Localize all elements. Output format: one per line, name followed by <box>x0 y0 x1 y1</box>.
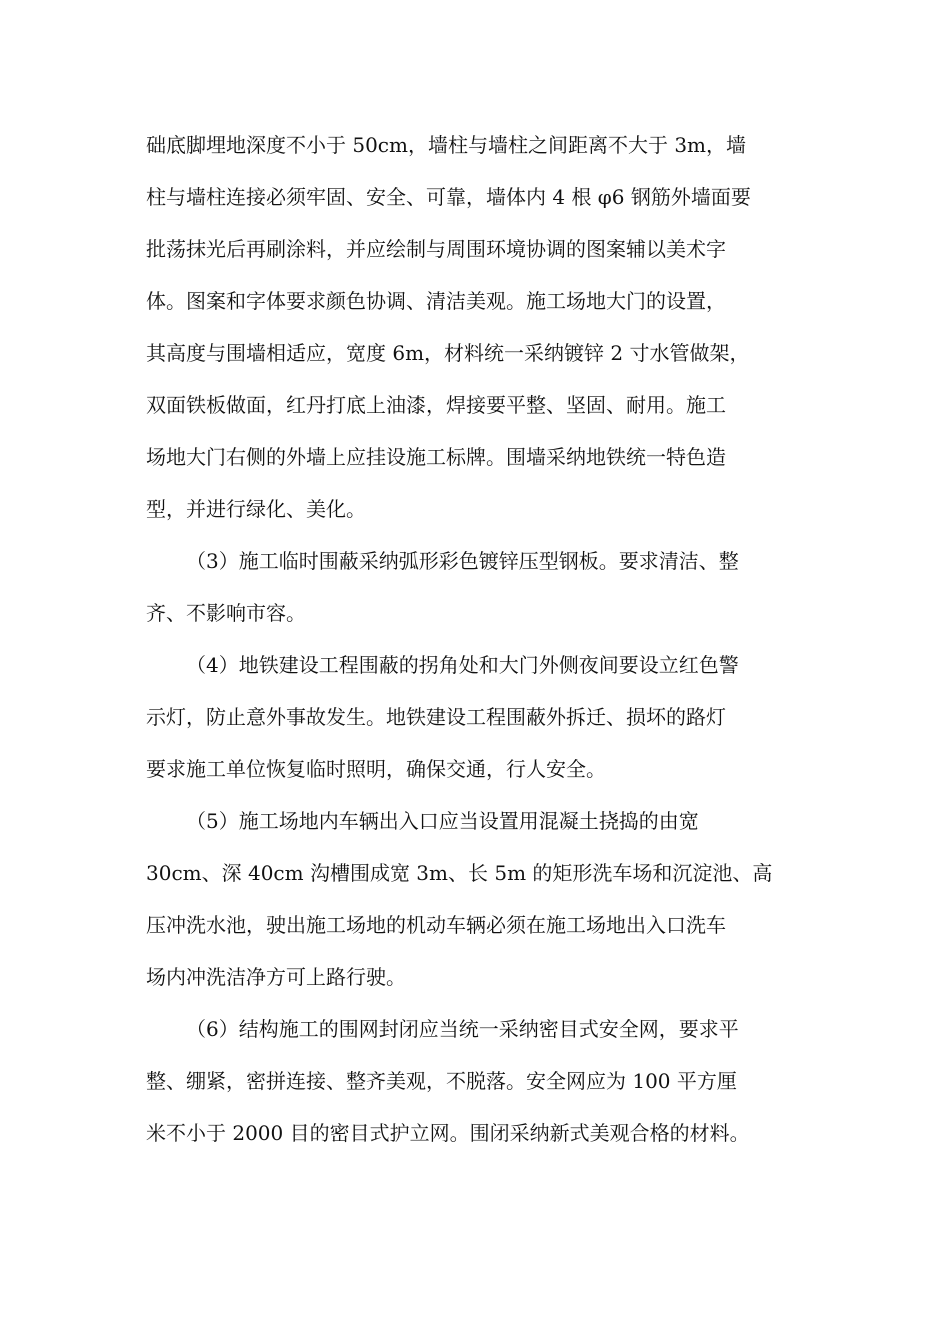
text-line: 30cm、深 40cm 沟槽围成宽 3m、长 5m 的矩形洗车场和沉淀池、高 <box>146 861 773 885</box>
text-line: 整、绷紧，密拼连接、整齐美观，不脱落。安全网应为 100 平方厘 <box>146 1069 737 1093</box>
text-line: （5）施工场地内车辆出入口应当设置用混凝土挠捣的由宽 <box>186 809 699 833</box>
text-line: 压冲洗水池，驶出施工场地的机动车辆必须在施工场地出入口洗车 <box>146 913 726 937</box>
text-line: 础底脚埋地深度不小于 50cm，墙柱与墙柱之间距离不大于 3m，墙 <box>146 133 747 157</box>
text-line: 米不小于 2000 目的密目式护立网。围闭采纳新式美观合格的材料。 <box>146 1121 750 1145</box>
paragraph-item-4 <box>146 639 808 795</box>
text-line: 双面铁板做面，红丹打底上油漆，焊接要平整、坚固、耐用。施工 <box>146 393 726 417</box>
text-line: 场内冲洗洁净方可上路行驶。 <box>146 965 406 989</box>
text-line: 示灯，防止意外事故发生。地铁建设工程围蔽外拆迁、损坏的路灯 <box>146 705 726 729</box>
text-line: （4）地铁建设工程围蔽的拐角处和大门外侧夜间要设立红色警 <box>186 653 739 677</box>
text-line: （3）施工临时围蔽采纳弧形彩色镀锌压型钢板。要求清洁、整 <box>186 549 739 573</box>
text-line: 体。图案和字体要求颜色协调、清洁美观。施工场地大门的设置， <box>146 289 726 313</box>
text-line: 其高度与围墙相适应，宽度 6m，材料统一采纳镀锌 2 寸水管做架， <box>146 341 750 365</box>
text-line: （6）结构施工的围网封闭应当统一采纳密目式安全网，要求平 <box>186 1017 739 1041</box>
text-line: 齐、不影响市容。 <box>146 601 306 625</box>
text-line: 柱与墙柱连接必须牢固、安全、可靠，墙体内 4 根 φ6 钢筋外墙面要 <box>146 185 751 209</box>
document-page <box>146 119 808 1159</box>
paragraph-item-3 <box>146 535 808 639</box>
paragraph-continuation <box>146 119 808 535</box>
text-line: 场地大门右侧的外墙上应挂设施工标牌。围墙采纳地铁统一特色造 <box>146 445 726 469</box>
text-line: 要求施工单位恢复临时照明，确保交通，行人安全。 <box>146 757 606 781</box>
paragraph-item-5 <box>146 795 808 1003</box>
paragraph-item-6 <box>146 1003 808 1159</box>
text-line: 型，并进行绿化、美化。 <box>146 497 366 521</box>
text-line: 批荡抹光后再刷涂料，并应绘制与周围环境协调的图案辅以美术字 <box>146 237 726 261</box>
